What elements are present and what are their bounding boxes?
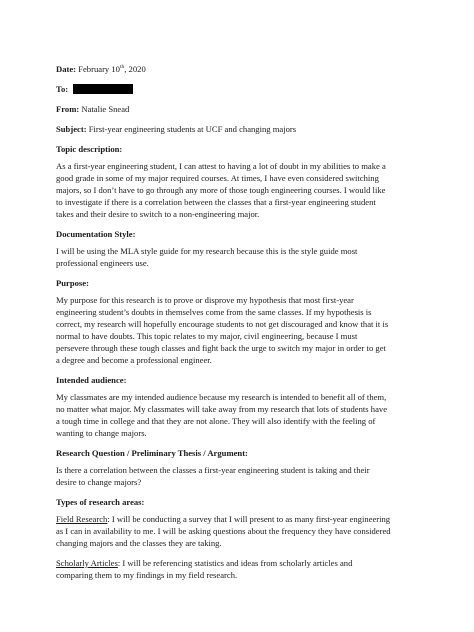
text-line: takes and their desire to switch to a non-engineering major.: [56, 209, 260, 219]
document-page: [56, 63, 428, 589]
types-title: Types of research areas:: [56, 497, 145, 507]
text-line: to investigate if there is a correlation between the classes that a first-year engineering student: [56, 197, 376, 207]
from-value: Natalie Snead: [81, 104, 130, 114]
text-line: As a first-year engineering student, I can attest to having a lot of doubt in my abilities to make a: [56, 161, 386, 171]
text-line: a degree and become a professional engineer.: [56, 355, 212, 365]
scholarly-articles-paragraph: [56, 557, 428, 581]
purpose-title: Purpose:: [56, 278, 89, 288]
text-line: as I can in availability to me. I will be asking questions about the frequency they have considered: [56, 526, 391, 536]
topic-title: Topic description:: [56, 144, 123, 154]
documentation-title: Documentation Style:: [56, 229, 136, 239]
text-line: engineering student’s doubts in themselves come from the same classes. If my hypothesis is: [56, 307, 372, 317]
redacted-recipient: [73, 84, 133, 94]
documentation-paragraph: [56, 245, 428, 269]
text-line: My classmates are my intended audience because my research is intended to benefit all of them,: [56, 392, 387, 402]
text-line: wanting to change majors.: [56, 428, 147, 438]
subject-label: Subject:: [56, 124, 87, 134]
text-line: professional engineers use.: [56, 258, 149, 268]
text-line: desire to change majors?: [56, 477, 142, 487]
field-research-paragraph: [56, 513, 428, 549]
question-title: Research Question / Preliminary Thesis / Argument:: [56, 448, 248, 458]
text-line: I will be using the MLA style guide for my research because this is the style guide most: [56, 246, 358, 256]
text-line: Is there a correlation between the classes a first-year engineering student is taking and their: [56, 465, 370, 475]
audience-title: Intended audience:: [56, 375, 127, 385]
purpose-paragraph: [56, 294, 428, 366]
field-research-label: Field Research: [56, 514, 108, 524]
text-line: persevere through these tough classes and fight back the urge to switch my major in order to get: [56, 343, 386, 353]
date-label: Date:: [56, 64, 77, 74]
date-value: February 10th, 2020: [78, 64, 146, 74]
text-line: Field Research: I will be conducting a survey that I will present to as many first-year engineering: [56, 514, 391, 524]
subject-value: First-year engineering students at UCF and changing majors: [88, 124, 297, 134]
topic-paragraph: [56, 160, 428, 220]
text-line: My purpose for this research is to prove or disprove my hypothesis that most first-year: [56, 295, 354, 305]
to-label: To:: [56, 84, 69, 94]
scholarly-articles-label: Scholarly Articles: [56, 558, 118, 568]
text-line: Scholarly Articles: I will be referencing statistics and ideas from scholarly articles and: [56, 558, 353, 568]
text-line: changing majors and the classes they are taking.: [56, 538, 222, 548]
text-line: correct, my research will hopefully encourage students to not get discouraged and know that it is: [56, 319, 389, 329]
from-line: [56, 103, 428, 115]
question-paragraph: [56, 464, 428, 488]
text-line: majors, so I don’t have to go through any more of those tough engineering courses. I would like: [56, 185, 386, 195]
text-line: a tough time in college and that they are not alone. They will also identify with the feeling of: [56, 416, 376, 426]
to-line: [56, 83, 428, 95]
text-line: good grade in some of my major required courses. At times, I have even considered switching: [56, 173, 379, 183]
subject-line: [56, 123, 428, 135]
text-line: no matter what major. My classmates will take away from my research that lots of students have: [56, 404, 388, 414]
date-line: [56, 63, 428, 75]
from-label: From:: [56, 104, 80, 114]
text-line: normal to have doubts. This topic relates to my major, civil engineering, because I must: [56, 331, 358, 341]
text-line: comparing them to my findings in my field research.: [56, 570, 238, 580]
audience-paragraph: [56, 391, 428, 439]
